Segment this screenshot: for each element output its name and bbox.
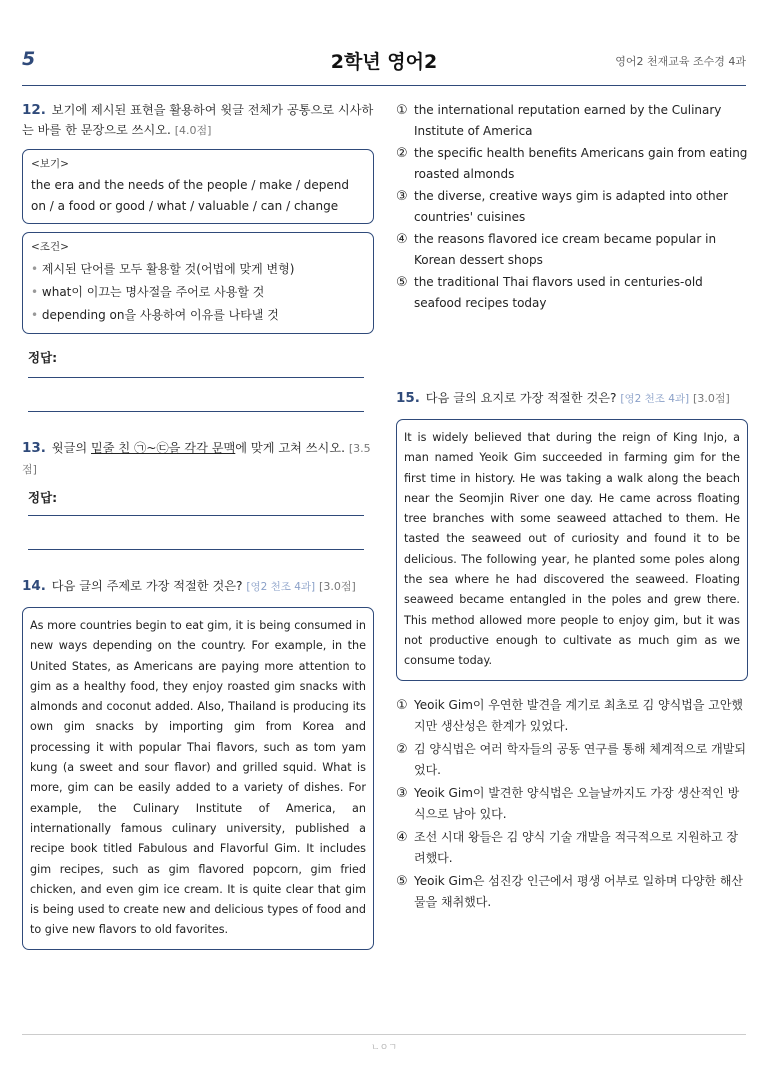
q14-options <box>396 100 748 314</box>
left-column <box>22 100 374 950</box>
page-subtitle: 영어2 천재교육 조수경 4과 <box>615 55 746 68</box>
answer-label: 정답: <box>28 350 58 365</box>
question-source: [영2 천조 4과] <box>246 581 316 593</box>
question-15 <box>396 388 748 409</box>
bogi-tag: <보기> <box>31 158 69 170</box>
answer-line[interactable] <box>28 506 364 516</box>
question-number: 12. <box>22 102 46 118</box>
option-4[interactable]: ④ the reasons flavored ice cream became popular in Korean dessert shops <box>396 232 717 267</box>
bogi-text: the era and the needs of the people / make / depend on / a food or good / what / valuable / can / change <box>31 178 350 213</box>
question-text-underlined: 밑줄 친 ㉠~㉢을 각각 문맥 <box>91 441 236 455</box>
option-2[interactable]: ② 김 양식법은 여러 학자들의 공동 연구를 통해 체계적으로 개발되었다. <box>396 741 746 777</box>
condition-item: • 제시된 단어를 모두 활용할 것(어법에 맞게 변형) <box>31 258 365 281</box>
question-text: 다음 글의 요지로 가장 적절한 것은? <box>425 391 617 405</box>
question-text-post: 에 맞게 고쳐 쓰시오. <box>235 441 345 455</box>
option-1[interactable]: ① the international reputation earned by the Culinary Institute of America <box>396 103 722 138</box>
option-5[interactable]: ⑤ Yeoik Gim은 섬진강 인근에서 평생 어부로 일하며 다양한 해산물을 채취했다. <box>396 873 744 909</box>
question-text-pre: 윗글의 <box>51 441 91 455</box>
answer-label: 정답: <box>28 490 58 505</box>
option-2[interactable]: ② the specific health benefits Americans gain from eating roasted almonds <box>396 146 748 181</box>
question-number: 13. <box>22 440 46 456</box>
question-text: 다음 글의 주제로 가장 적절한 것은? <box>51 579 243 593</box>
option-5[interactable]: ⑤ the traditional Thai flavors used in centuries-old seafood recipes today <box>396 275 703 310</box>
q14-passage: As more countries begin to eat gim, it is being consumed in new ways depending on the country. For example, in the United States, as Americans are paying more attention to gim as a healthy food, they enjoy roasted gim snacks with almonds and coconut added. Also, Thailand is producing its own gim snacks by importing gim from Korea and processing it with popular Thai flavors, such as tom yam kung (a sweet and sour flavor) and grilled squid. What is more, gim can be easily added to a variety of dishes. For example, the Culinary Institute of America, an internationally famous culinary university, published a recipe book titled Fabulous and Flavorful Gim. It includes gim recipes, such as gim flavored popcorn, gim fried chicken, and even gim ice cream. It is quite clear that gim is being used to create new and delicious types of food and to give new flavors to old favorites. <box>22 607 374 950</box>
page-number: 5 <box>22 48 36 70</box>
option-3[interactable]: ③ Yeoik Gim이 발견한 양식법은 오늘날까지도 가장 생산적인 방식으로 남아 있다. <box>396 785 740 821</box>
option-3[interactable]: ③ the diverse, creative ways gim is adapted into other countries' cuisines <box>396 189 728 224</box>
answer-line[interactable] <box>28 516 364 550</box>
question-13 <box>22 438 374 480</box>
condition-box <box>22 232 374 334</box>
footer-divider <box>22 1034 746 1035</box>
page-header <box>22 44 746 86</box>
question-source: [영2 천조 4과] <box>620 393 690 405</box>
question-number: 14. <box>22 578 46 594</box>
question-text: 보기에 제시된 표현을 활용하여 윗글 전체가 공통으로 시사하는 바를 한 문장으로 쓰시오. <box>22 103 374 137</box>
condition-tag: <조건> <box>31 241 69 253</box>
option-4[interactable]: ④ 조선 시대 왕들은 김 양식 기술 개발을 적극적으로 지원하고 장려했다. <box>396 829 739 865</box>
q15-options <box>396 695 748 913</box>
answer-line[interactable] <box>28 366 364 378</box>
bogi-box <box>22 149 374 224</box>
question-points: [3.5점] <box>22 442 371 476</box>
question-number: 15. <box>396 390 420 406</box>
page-title: 2학년 영어2 <box>330 51 438 73</box>
option-1[interactable]: ① Yeoik Gim이 우연한 발견을 계기로 최초로 김 양식법을 고안했지만 생산성은 한계가 있었다. <box>396 697 744 733</box>
question-14 <box>22 576 374 597</box>
question-12 <box>22 100 374 141</box>
question-points: [3.0점] <box>693 392 730 405</box>
question-points: [4.0점] <box>174 124 212 137</box>
answer-line[interactable] <box>28 378 364 412</box>
right-column <box>396 100 748 915</box>
condition-item: • depending on을 사용하여 이유를 나타낼 것 <box>31 304 365 327</box>
condition-item: • what이 이끄는 명사절을 주어로 사용할 것 <box>31 281 365 304</box>
condition-list <box>31 258 365 327</box>
question-points: [3.0점] <box>319 580 356 593</box>
footer-mark: ㄴㅇㄱ <box>370 1043 398 1053</box>
q15-passage: It is widely believed that during the reign of King Injo, a man named Yeoik Gim succeeded in farming gim for the first time in history. He was taking a walk along the beach near the Seomjin River one day. He came across floating tree branches with some seaweed attached to them. He tasted the seaweed out of curiosity and found it to be delicious. The following year, he planted some poles along the sea where he had discovered the seaweed. Floating seaweed became entangled in the poles and grew there. This method allowed more people to enjoy gim, but it was not productive enough to cultivate as much gim as we consume today. <box>396 419 748 681</box>
